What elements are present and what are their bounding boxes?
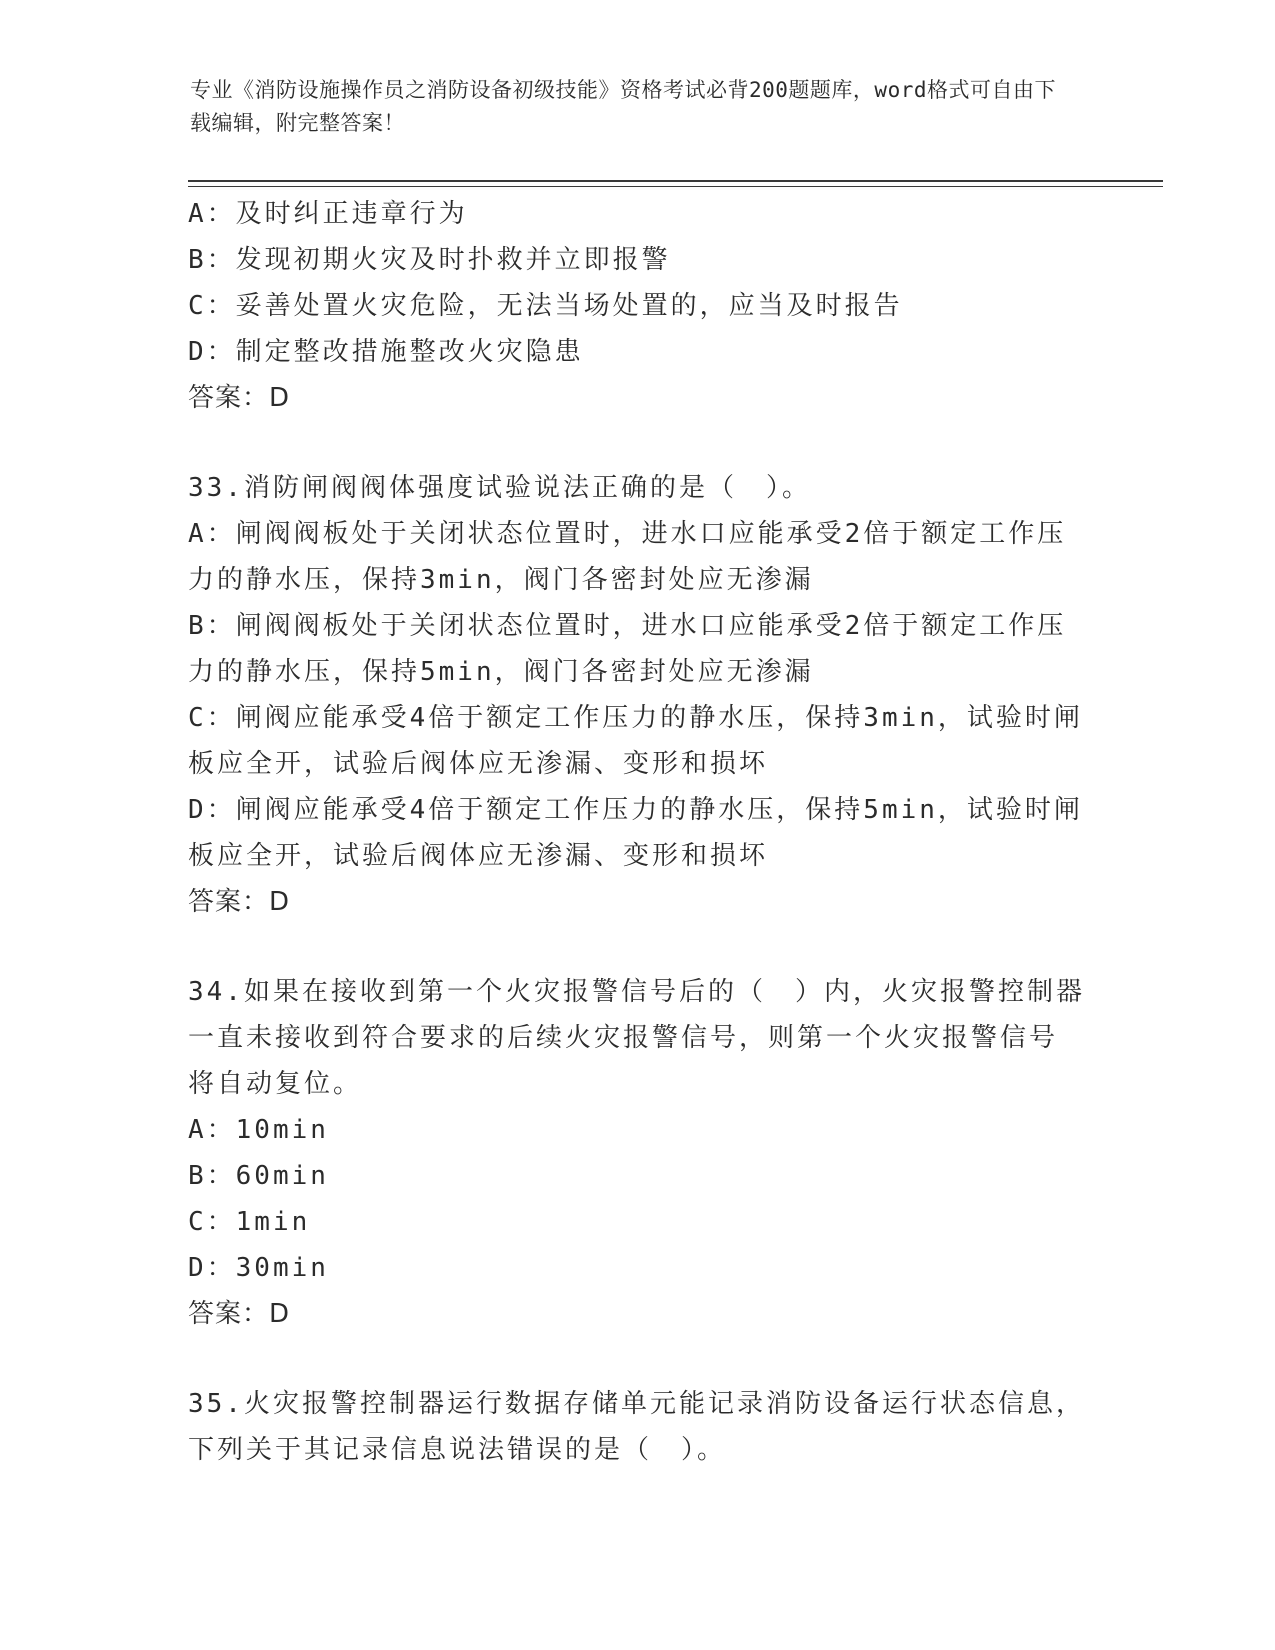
- question-content: [188, 191, 1088, 1473]
- question-34: [188, 969, 1088, 1337]
- answer-line: 答案：D: [188, 383, 291, 413]
- question-32-options: [188, 191, 1088, 421]
- option-a: A：10min: [188, 1115, 329, 1145]
- header-divider-thick: [188, 180, 1163, 182]
- option-a: A：闸阀阀板处于关闭状态位置时，进水口应能承受2倍于额定工作压: [188, 519, 1067, 549]
- header-divider-thin: [188, 186, 1163, 187]
- option-c: C：1min: [188, 1207, 311, 1237]
- option-b: B：发现初期火灾及时扑救并立即报警: [188, 245, 671, 275]
- option-d-continued: 板应全开，试验后阀体应无渗漏、变形和损坏: [188, 841, 769, 871]
- question-35: [188, 1381, 1088, 1473]
- option-a-continued: 力的静水压，保持3min，阀门各密封处应无渗漏: [188, 565, 814, 595]
- spacer: [188, 925, 1088, 969]
- option-c: C：妥善处置火灾危险，无法当场处置的，应当及时报告: [188, 291, 903, 321]
- question-stem-continued: 将自动复位。: [188, 1069, 363, 1099]
- option-c-continued: 板应全开，试验后阀体应无渗漏、变形和损坏: [188, 749, 769, 779]
- option-d: D：制定整改措施整改火灾隐患: [188, 337, 584, 367]
- question-stem-continued: 下列关于其记录信息说法错误的是（ ）。: [188, 1435, 727, 1465]
- option-d: D：30min: [188, 1253, 329, 1283]
- option-c: C：闸阀应能承受4倍于额定工作压力的静水压，保持3min，试验时闸: [188, 703, 1083, 733]
- question-stem: 35.火灾报警控制器运行数据存储单元能记录消防设备运行状态信息，: [188, 1389, 1085, 1419]
- question-33: [188, 465, 1088, 925]
- document-header: 专业《消防设施操作员之消防设备初级技能》资格考试必背200题题库，word格式可自由下载编辑，附完整答案！: [190, 78, 1056, 135]
- question-stem: 33.消防闸阀阀体强度试验说法正确的是（ ）。: [188, 473, 811, 503]
- answer-line: 答案：D: [188, 887, 291, 917]
- option-a: A：及时纠正违章行为: [188, 199, 468, 229]
- option-b: B：闸阀阀板处于关闭状态位置时，进水口应能承受2倍于额定工作压: [188, 611, 1067, 641]
- answer-line: 答案：D: [188, 1299, 291, 1329]
- question-stem: 34.如果在接收到第一个火灾报警信号后的（ ）内，火灾报警控制器: [188, 977, 1085, 1007]
- spacer: [188, 421, 1088, 465]
- option-b: B：60min: [188, 1161, 329, 1191]
- option-b-continued: 力的静水压，保持5min，阀门各密封处应无渗漏: [188, 657, 814, 687]
- spacer: [188, 1337, 1088, 1381]
- option-d: D：闸阀应能承受4倍于额定工作压力的静水压，保持5min，试验时闸: [188, 795, 1083, 825]
- question-stem-continued: 一直未接收到符合要求的后续火灾报警信号，则第一个火灾报警信号: [188, 1023, 1059, 1053]
